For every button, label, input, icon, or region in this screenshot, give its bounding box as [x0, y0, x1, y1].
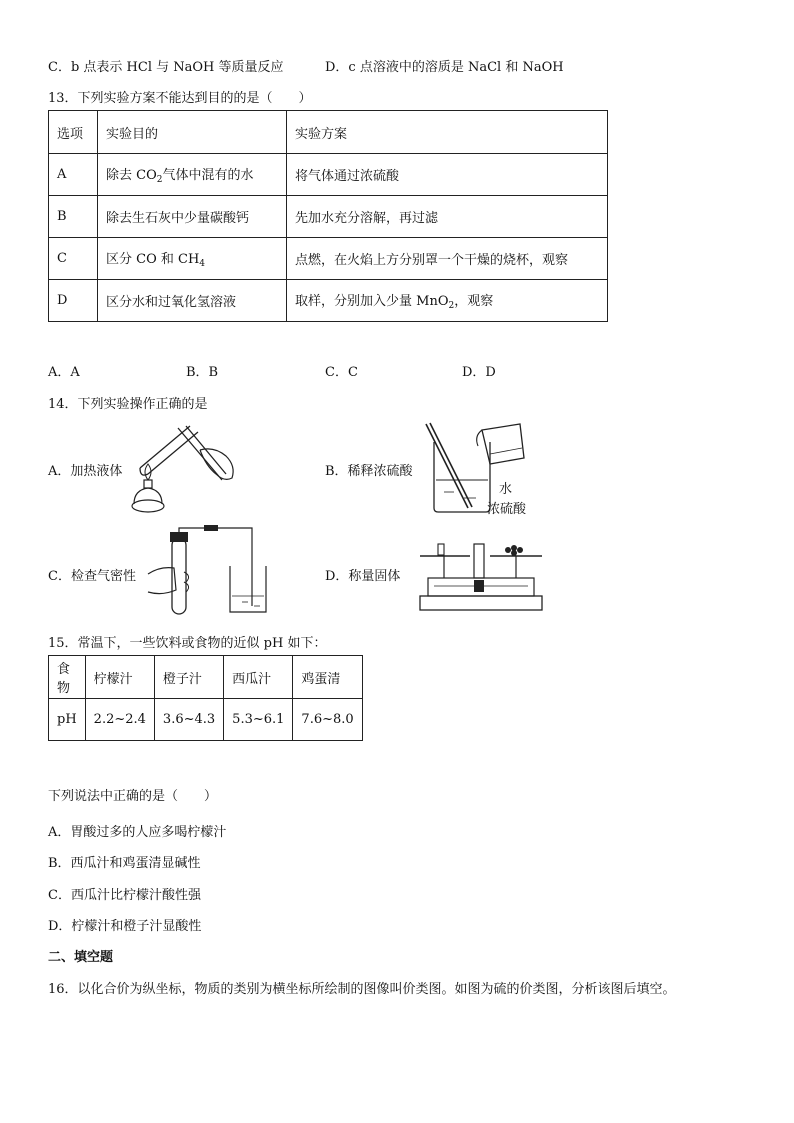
q13-answer-b: B．B — [186, 365, 219, 380]
q15-option-b: B．西瓜汁和鸡蛋清显碱性 — [48, 856, 201, 871]
q13-table — [48, 110, 608, 322]
table-row — [49, 656, 363, 699]
q13-answer-c: C．C — [325, 365, 358, 380]
table-cell-plan: 将气体通过浓硫酸 — [287, 154, 608, 196]
table-cell-goal: 除去 $CO_2$气体中混有的水 — [98, 154, 287, 196]
table-cell: 3.6~4.3 — [154, 699, 223, 741]
table-cell-plan: 点燃，在火焰上方分别罩一个干燥的烧杯，观察 — [287, 238, 608, 280]
q14-option-b: B．稀释浓硫酸 — [325, 464, 413, 479]
table-cell: 2.2~2.4 — [85, 699, 154, 741]
table-cell-option: A — [49, 154, 98, 196]
table-header: 柠檬汁 — [85, 656, 154, 699]
airtightness-check-illustration — [146, 526, 270, 618]
table-row — [49, 111, 608, 154]
q13-answer-d: D．D — [462, 365, 496, 380]
table-row — [49, 154, 608, 196]
section-heading: 二、填空题 — [48, 950, 114, 965]
q15-option-a: A．胃酸过多的人应多喝柠檬汁 — [48, 825, 227, 840]
table-cell-goal: 区分 CO 和 $CH_4$ — [98, 238, 287, 280]
table-cell: 5.3~6.1 — [224, 699, 293, 741]
q15-option-c: C．西瓜汁比柠檬汁酸性强 — [48, 888, 201, 903]
label-concentrated-acid: 浓硫酸 — [487, 502, 527, 517]
q12-option-d: D．c 点溶液中的溶质是 NaCl 和 NaOH — [325, 60, 564, 75]
table-cell: 7.6~8.0 — [293, 699, 362, 741]
q16-stem: 16．以化合价为纵坐标，物质的类别为横坐标所绘制的图像叫价类图。如图为硫的价类图，分析该图后填空。 — [48, 982, 676, 997]
table-header: 橙子汁 — [154, 656, 223, 699]
table-cell: pH — [49, 699, 86, 741]
table-row — [49, 280, 608, 322]
q15-ph-table — [48, 655, 363, 741]
table-row — [49, 196, 608, 238]
table-cell-option: D — [49, 280, 98, 322]
q14-stem: 14．下列实验操作正确的是 — [48, 397, 208, 412]
label-water: 水 — [499, 482, 513, 497]
table-cell-option: B — [49, 196, 98, 238]
table-row — [49, 238, 608, 280]
table-cell-goal: 区分水和过氧化氢溶液 — [98, 280, 287, 322]
q12-option-c: C．b 点表示 HCl 与 NaOH 等质量反应 — [48, 60, 284, 75]
table-cell-option: C — [49, 238, 98, 280]
table-row — [49, 699, 363, 741]
table-header: 食物 — [49, 656, 86, 699]
table-header: 实验目的 — [98, 111, 287, 154]
balance-weighing-illustration — [414, 536, 548, 614]
q15-option-d: D．柠檬汁和橙子汁显酸性 — [48, 919, 202, 934]
table-header: 实验方案 — [287, 111, 608, 154]
table-cell-plan: 取样，分别加入少量 MnO$_2$，观察 — [287, 280, 608, 322]
q14-option-d: D．称量固体 — [325, 569, 401, 584]
q15-question: 下列说法中正确的是（ ） — [48, 789, 218, 804]
table-header: 西瓜汁 — [224, 656, 293, 699]
table-cell-plan: 先加水充分溶解，再过滤 — [287, 196, 608, 238]
q13-stem: 13．下列实验方案不能达到目的的是（ ） — [48, 91, 312, 106]
q14-option-a: A．加热液体 — [48, 464, 123, 479]
table-cell-goal: 除去生石灰中少量碳酸钙 — [98, 196, 287, 238]
q13-answer-a: A．A — [48, 365, 80, 380]
table-header: 选项 — [49, 111, 98, 154]
heating-liquid-illustration — [128, 420, 238, 518]
q15-stem: 15．常温下，一些饮料或食物的近似 pH 如下： — [48, 636, 327, 651]
q14-option-c: C．检查气密性 — [48, 569, 136, 584]
table-header: 鸡蛋清 — [293, 656, 362, 699]
